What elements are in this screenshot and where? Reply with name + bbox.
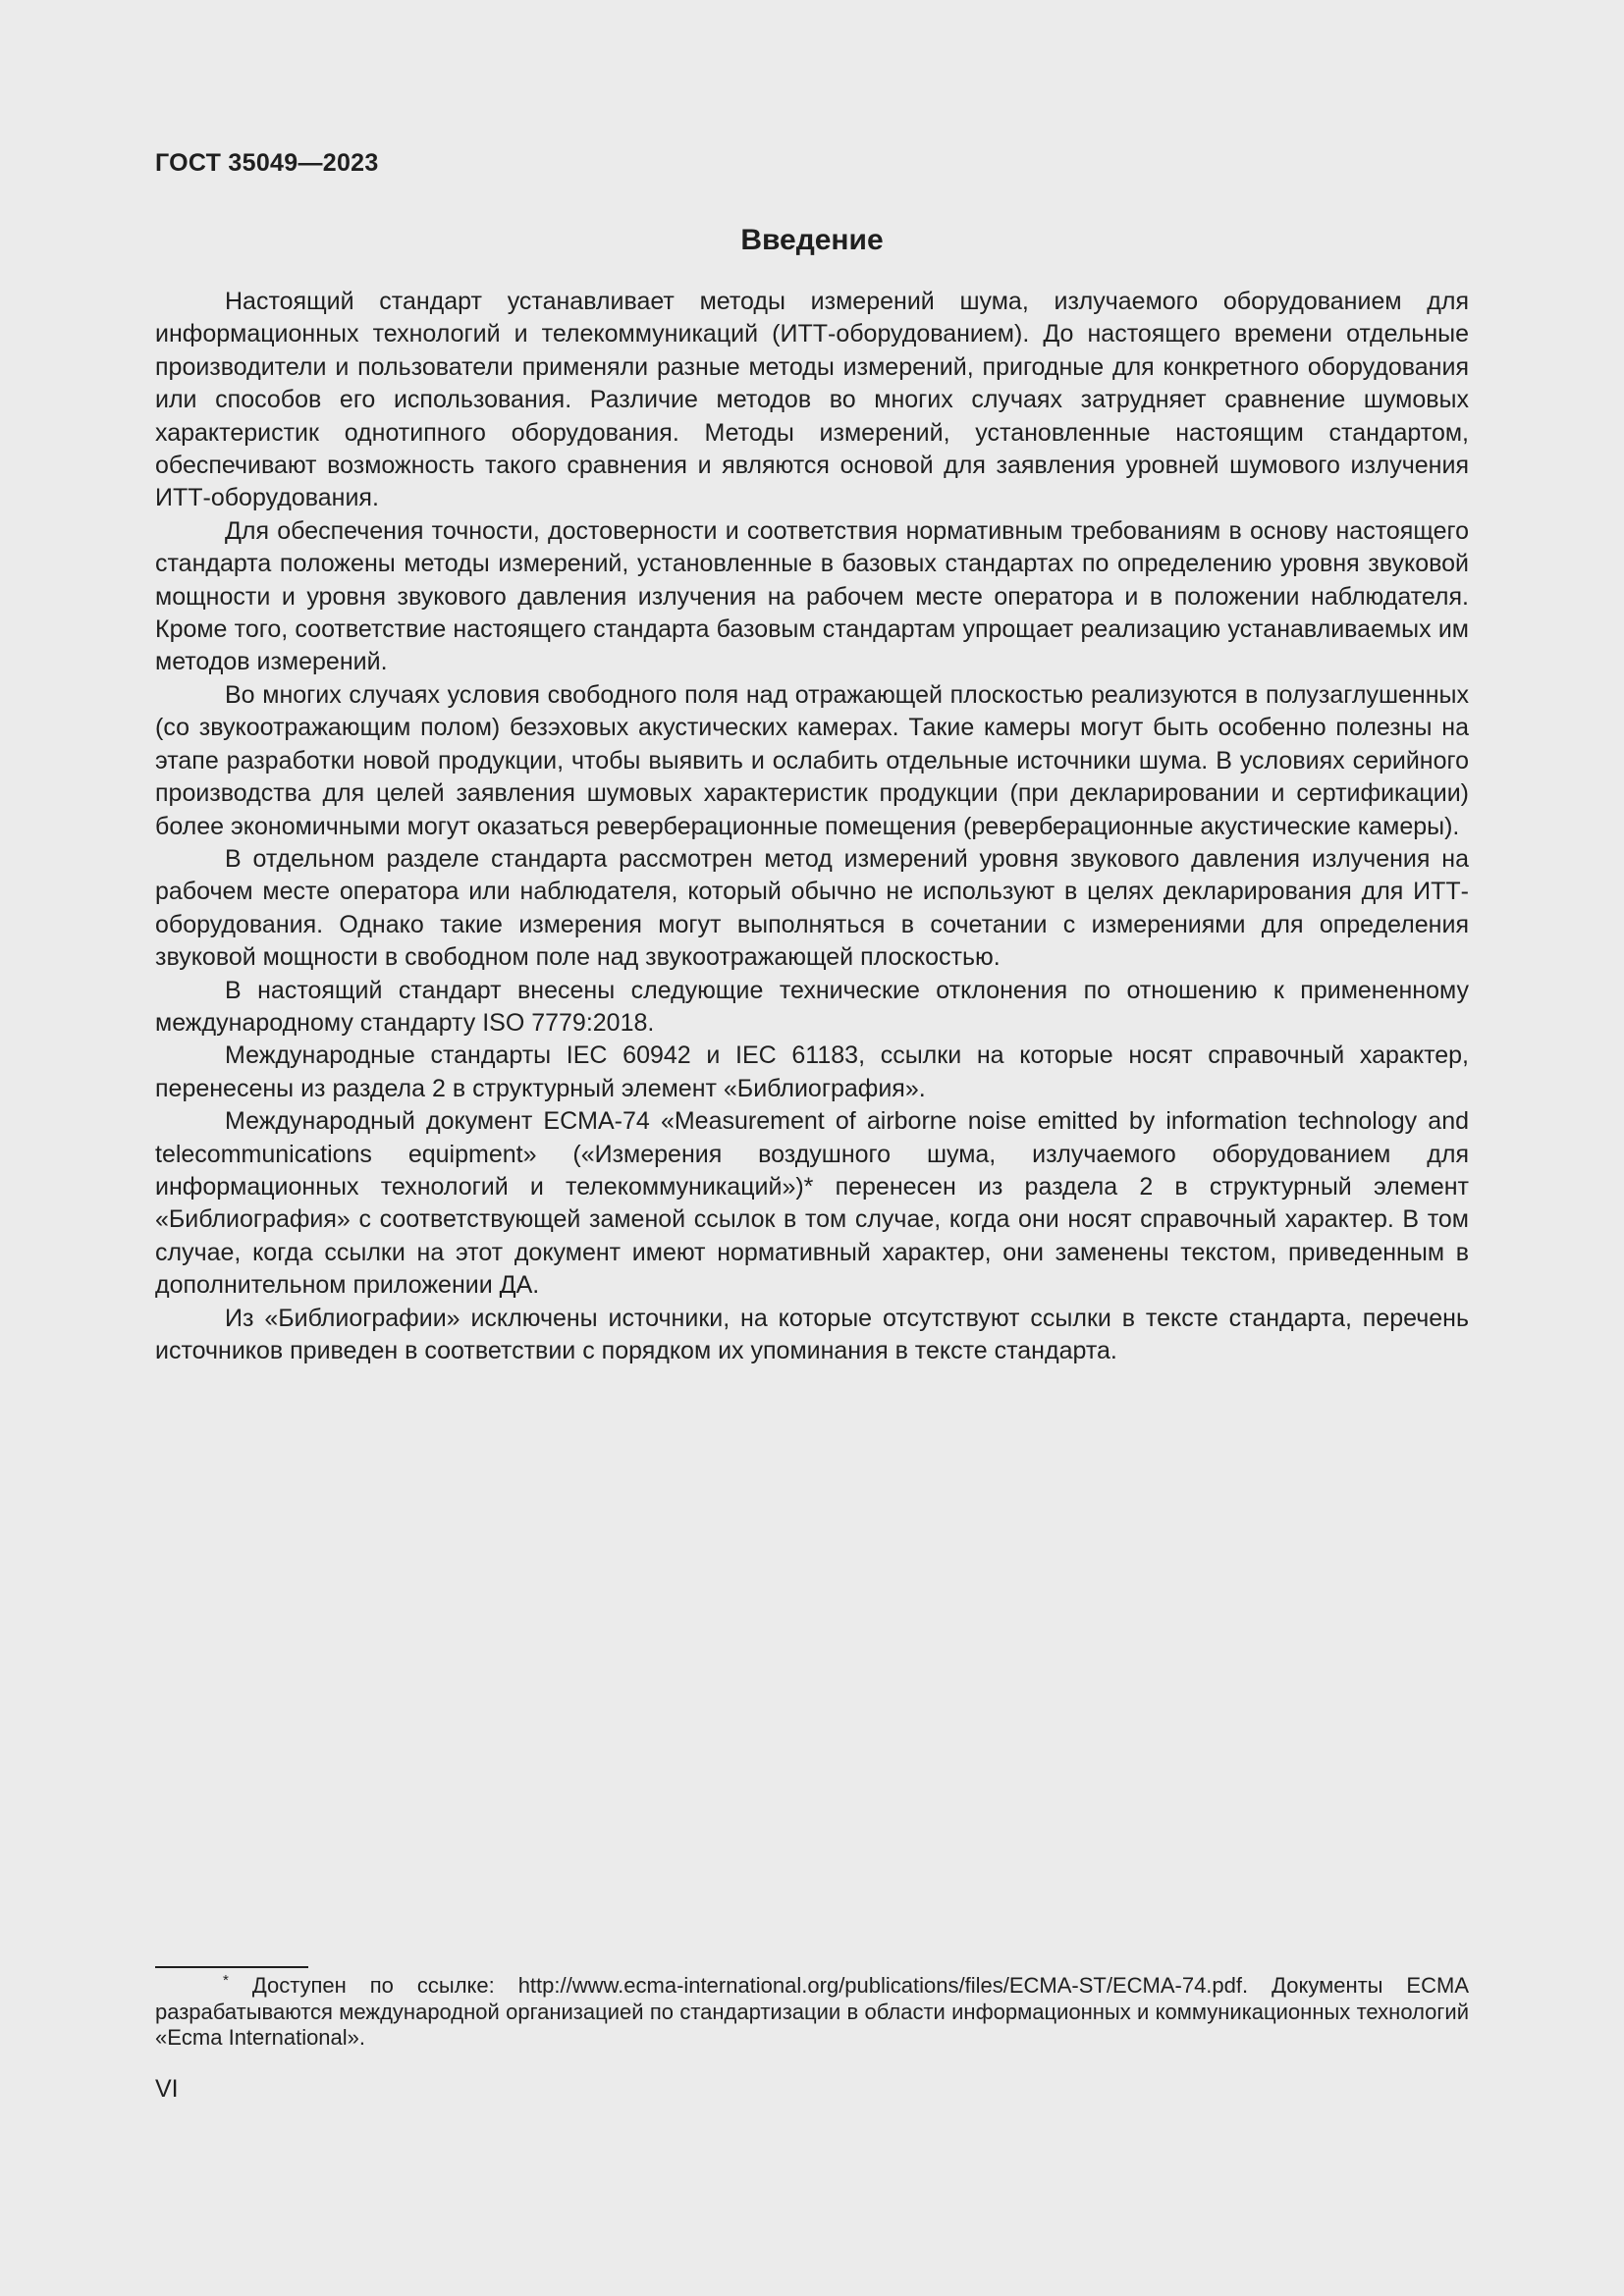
body-text (155, 286, 1469, 1367)
section-title: Введение (740, 224, 884, 256)
paragraph: Настоящий стандарт устанавливает методы измерений шума, излучаемого оборудованием для информационных технологий и телекоммуникаций (ИТТ-оборудованием). До настоящего времени отдельные производители и пользователи применяли разные методы измерений, пригодные для конкретного оборудования или способов его использования. Различие методов во многих случаях затрудняет сравнение шумовых характеристик однотипного оборудования. Методы измерений, установленные настоящим стандартом, обеспечивают возможность такого сравнения и являются основой для заявления уровней шумового излучения ИТТ-оборудования. (155, 288, 1469, 512)
footnote (155, 1973, 1469, 2052)
paragraph: Для обеспечения точности, достоверности и соответствия нормативным требованиям в основу настоящего стандарта положены методы измерений, установленные в базовых стандартах по определению уровня звуковой мощности и уровня звукового давления излучения на рабочем месте оператора и в положении наблюдателя. Кроме того, соответствие настоящего стандарта базовым стандартам упрощает реализацию устанавливаемых им методов измерений. (155, 516, 1469, 676)
paragraph: Во многих случаях условия свободного поля над отражающей плоскостью реализуются в полузаглушенных (со звукоотражающим полом) безэховых акустических камерах. Такие камеры могут быть особенно полезны на этапе разработки новой продукции, чтобы выявить и ослабить отдельные источники шума. В условиях серийного производства для целей заявления шумовых характеристик продукции (при декларировании и сертификации) более экономичными могут оказаться реверберационные помещения (реверберационные акустические камеры). (155, 680, 1469, 840)
footnote-marker: * (223, 1972, 229, 1989)
footnote-text: Доступен по ссылке: http://www.ecma-international.org/publications/files/ECMA-ST/ECMA-74.pdf. Документы ECMA разрабатываются международной организацией по стандартизации в области информационных и коммуникационных технологий «Ecma International». (155, 1973, 1469, 2050)
paragraph: Международные стандарты IEC 60942 и IEC 61183, ссылки на которые носят справочный характер, перенесены из раздела 2 в структурный элемент «Библиография». (155, 1041, 1469, 1102)
page-number: VI (155, 2075, 179, 2103)
paragraph: Из «Библиографии» исключены источники, на которые отсутствуют ссылки в тексте стандарта, перечень источников приведен в соответствии с порядком их упоминания в тексте стандарта. (155, 1304, 1469, 1364)
paragraph: Международный документ ECMA-74 «Measurement of airborne noise emitted by information technology and telecommunications equipment» («Измерения воздушного шума, излучаемого оборудованием для информационных технологий и телекоммуникаций»)* перенесен из раздела 2 в структурный элемент «Библиография» с соответствующей заменой ссылок в том случае, когда они носят справочный характер. В том случае, когда ссылки на этот документ имеют нормативный характер, они заменены текстом, приведенным в дополнительном приложении ДА. (155, 1107, 1469, 1300)
document-code: ГОСТ 35049—2023 (155, 149, 379, 177)
footnote-divider (155, 1966, 308, 1968)
paragraph: В настоящий стандарт внесены следующие технические отклонения по отношению к примененному международному стандарту ISO 7779:2018. (155, 976, 1469, 1037)
paragraph: В отдельном разделе стандарта рассмотрен метод измерений уровня звукового давления излучения на рабочем месте оператора или наблюдателя, который обычно не используют в целях декларирования для ИТТ-оборудования. Однако такие измерения могут выполняться в сочетании с измерениями для определения звуковой мощности в свободном поле над звукоотражающей плоскостью. (155, 844, 1469, 972)
